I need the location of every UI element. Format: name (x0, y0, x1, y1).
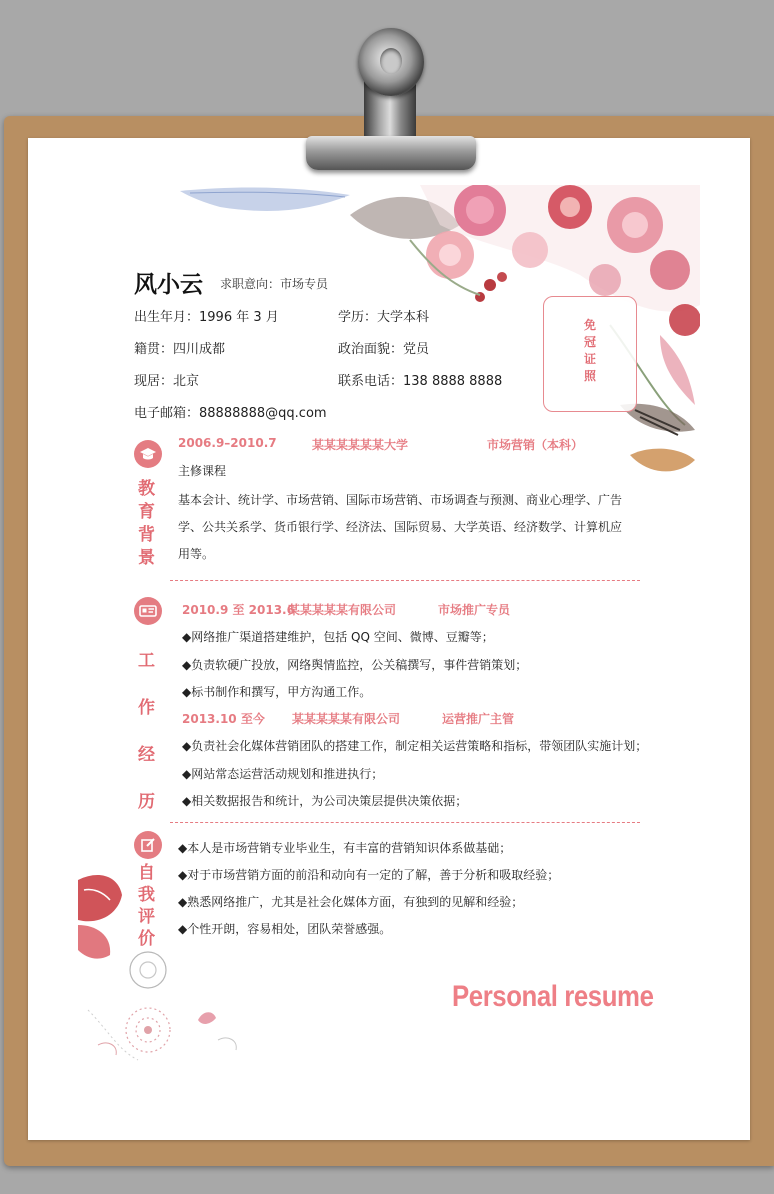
self-eval-item: ◆对于市场营销方面的前沿和动向有一定的了解，善于分析和吸取经验； (178, 868, 560, 882)
job-duty: ◆网站常态运营活动规划和推进执行； (182, 767, 384, 781)
education-title-char: 背 (138, 525, 155, 545)
job-duty: ◆负责软硬广投放，网络舆情监控，公关稿撰写，事件营销策划； (182, 658, 528, 672)
education-title-char: 育 (138, 502, 155, 522)
education-school: 某某某某某某大学 (312, 438, 409, 452)
work-title-char: 历 (138, 792, 155, 812)
graduation-cap-icon (134, 440, 162, 468)
binder-clip-icon (358, 28, 424, 96)
job-duty: ◆标书制作和撰写，甲方沟通工作。 (182, 685, 372, 699)
education-period: 2006.9–2010.7 (178, 436, 277, 450)
info-phone: 联系电话：138 8888 8888 (338, 374, 503, 389)
info-birth: 出生年月：1996 年 3 月 (134, 310, 279, 325)
self-eval-section-title (138, 862, 155, 950)
self-eval-title-char: 价 (138, 929, 155, 949)
education-title-char: 教 (138, 479, 155, 499)
job-period: 2010.9 至 2013.6 (182, 603, 295, 617)
work-section-title (138, 638, 155, 826)
info-email: 电子邮箱：88888888@qq.com (134, 406, 327, 421)
self-eval-item: ◆本人是市场营销专业毕业生，有丰富的营销知识体系做基础； (178, 841, 512, 855)
course-line: 基本会计、统计学、市场营销、国际市场营销、市场调查与预测、商业心理学、广告 (178, 493, 623, 507)
job-duty: ◆负责社会化媒体营销团队的搭建工作，制定相关运营策略和指标，带领团队实施计划； (182, 739, 648, 753)
photo-label: 免冠证照 (583, 318, 596, 383)
self-eval-item: ◆熟悉网络推广，尤其是社会化媒体方面，有独到的见解和经验； (178, 895, 524, 909)
edit-icon (134, 831, 162, 859)
applicant-name: 风小云 (134, 271, 203, 298)
info-education: 学历：大学本科 (338, 310, 430, 325)
section-divider (170, 822, 640, 823)
education-section-title (138, 478, 155, 570)
self-eval-title-char: 自 (138, 863, 155, 883)
job-duty: ◆网络推广渠道搭建维护，包括 QQ 空间、微博、豆瓣等； (182, 630, 494, 644)
work-title-char: 经 (138, 745, 155, 765)
course-line: 学、公共关系学、货币银行学、经济法、国际贸易、大学英语、经济数学、计算机应 (178, 520, 623, 534)
self-eval-item: ◆个性开朗，容易相处，团队荣誉感强。 (178, 922, 392, 936)
education-major: 市场营销（本科） (487, 438, 584, 452)
education-title-char: 景 (138, 548, 155, 568)
self-eval-title-char: 评 (138, 907, 155, 927)
binder-clip-base (306, 136, 476, 170)
photo-placeholder (543, 296, 637, 412)
job-position: 市场推广专员 (438, 603, 511, 617)
course-title: 主修课程 (178, 464, 227, 478)
info-residence: 现居：北京 (134, 374, 200, 389)
job-company: 某某某某某有限公司 (288, 603, 397, 617)
brand-text: Personal resume (452, 980, 654, 1013)
info-politics: 政治面貌：党员 (338, 342, 430, 357)
id-card-icon (134, 597, 162, 625)
job-period: 2013.10 至今 (182, 712, 265, 726)
info-hometown: 籍贯：四川成都 (134, 342, 226, 357)
section-divider (170, 580, 640, 581)
job-duty: ◆相关数据报告和统计，为公司决策层提供决策依据； (182, 794, 468, 808)
job-intent: 求职意向：市场专员 (220, 277, 329, 291)
work-title-char: 工 (138, 651, 155, 671)
job-company: 某某某某某有限公司 (292, 712, 401, 726)
self-eval-title-char: 我 (138, 885, 155, 905)
work-title-char: 作 (138, 698, 155, 718)
course-line: 用等。 (178, 547, 215, 561)
job-position: 运营推广主管 (442, 712, 515, 726)
